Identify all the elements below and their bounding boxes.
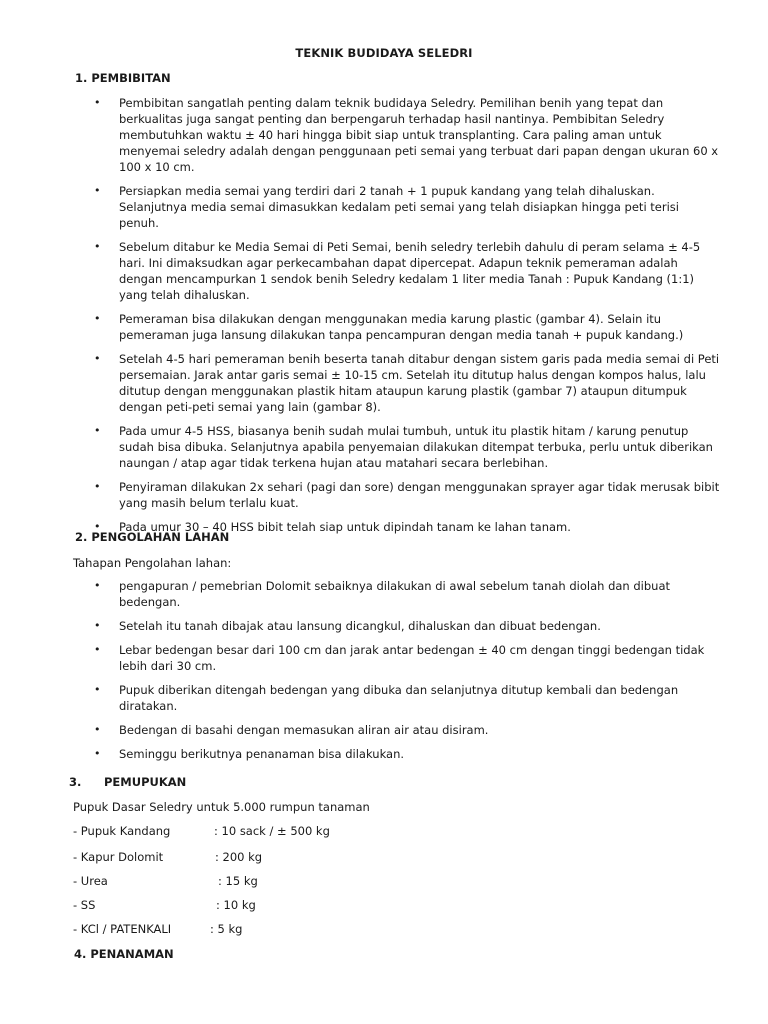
fertilizer-amount: : 15 kg [218, 874, 258, 888]
fertilizer-amount: : 5 kg [210, 922, 243, 936]
pembibitan-list [92, 95, 722, 543]
list-item: • Pada umur 4-5 HSS, biasanya benih sudah mulai tumbuh, untuk itu plastik hitam / karung penutup sudah bisa dibuka. Selanjutnya apabila penyemaian dilakukan ditempat terbuka, perlu untuk diberikan naungan / atap agar tidak terkena hujan atau matahari secara berlebihan. [92, 423, 722, 471]
pengolahan-list [92, 578, 722, 770]
section-title: PEMUPUKAN [104, 775, 187, 789]
fertilizer-amount: : 10 sack / ± 500 kg [214, 824, 330, 838]
fertilizer-name: - KCl / PATENKALI [73, 922, 172, 936]
fertilizer-name: - Urea [73, 874, 108, 888]
list-item: • Persiapkan media semai yang terdiri dari 2 tanah + 1 pupuk kandang yang telah dihaluskan. Selanjutnya media semai dimasukkan kedalam peti semai yang telah disiapkan hingga peti terisi penuh. [92, 183, 722, 231]
section-heading-pemupukan [69, 775, 186, 789]
list-item: • Pada umur 30 – 40 HSS bibit telah siap untuk dipindah tanam ke lahan tanam. [92, 519, 722, 535]
document-title: TEKNIK BUDIDAYA SELEDRI [295, 46, 473, 60]
list-item: • Sebelum ditabur ke Media Semai di Peti Semai, benih seledry terlebih dahulu di peram selama ± 4-5 hari. Ini dimaksudkan agar perkecambahan dapat dipercepat. Adapun teknik pemeraman adalah dengan mencampurkan 1 sendok benih Seledry kedalam 1 liter media Tanah : Pupuk Kandang (1:1) yang telah dihaluskan. [92, 239, 722, 303]
list-item: • Setelah itu tanah dibajak atau lansung dicangkul, dihaluskan dan dibuat bedengan. [92, 618, 722, 634]
list-item: • Pembibitan sangatlah penting dalam teknik budidaya Seledry. Pemilihan benih yang tepat dan berkualitas juga sangat penting dan berpengaruh terhadap hasil nantinya. Pembibitan Seledry membutuhkan waktu ± 40 hari hingga bibit siap untuk transplanting. Cara paling aman untuk menyemai seledry adalah dengan penggunaan peti semai yang terbuat dari papan dengan ukuran 60 x 100 x 10 cm. [92, 95, 722, 175]
list-item: • Penyiraman dilakukan 2x sehari (pagi dan sore) dengan menggunakan sprayer agar tidak merusak bibit yang masih belum terlalu kuat. [92, 479, 722, 511]
section-heading-pengolahan-lahan: 2. PENGOLAHAN LAHAN [75, 530, 230, 544]
section-heading-pembibitan: 1. PEMBIBITAN [75, 71, 171, 85]
section-number: 3. [69, 775, 82, 789]
list-item: • pengapuran / pemebrian Dolomit sebaiknya dilakukan di awal sebelum tanah diolah dan dibuat bedengan. [92, 578, 722, 610]
fertilizer-name: - Pupuk Kandang [73, 824, 171, 838]
fertilizer-name: - SS [73, 898, 96, 912]
pengolahan-intro: Tahapan Pengolahan lahan: [73, 556, 232, 570]
list-item: • Bedengan di basahi dengan memasukan aliran air atau disiram. [92, 722, 722, 738]
list-item: • Pupuk diberikan ditengah bedengan yang dibuka dan selanjutnya ditutup kembali dan bedengan diratakan. [92, 682, 722, 714]
section-heading-penanaman: 4. PENANAMAN [74, 947, 174, 961]
fertilizer-amount: : 200 kg [215, 850, 263, 864]
list-item: • Lebar bedengan besar dari 100 cm dan jarak antar bedengan ± 40 cm dengan tinggi bedengan tidak lebih dari 30 cm. [92, 642, 722, 674]
fertilizer-amount: : 10 kg [216, 898, 256, 912]
fertilizer-name: - Kapur Dolomit [73, 850, 164, 864]
list-item: • Pemeraman bisa dilakukan dengan menggunakan media karung plastic (gambar 4). Selain itu pemeraman juga lansung dilakukan tanpa pencampuran dengan media tanah + pupuk kandang.) [92, 311, 722, 343]
pemupukan-intro: Pupuk Dasar Seledry untuk 5.000 rumpun tanaman [73, 800, 370, 814]
list-item: • Seminggu berikutnya penanaman bisa dilakukan. [92, 746, 722, 762]
list-item: • Setelah 4-5 hari pemeraman benih beserta tanah ditabur dengan sistem garis pada media semai di Peti persemaian. Jarak antar garis semai ± 10-15 cm. Setelah itu ditutup halus dengan kompos halus, lalu ditutup dengan menggunakan plastik hitam ataupun karung plastik (gambar 7) ataupun ditumpuk dengan peti-peti semai yang lain (gambar 8). [92, 351, 722, 415]
